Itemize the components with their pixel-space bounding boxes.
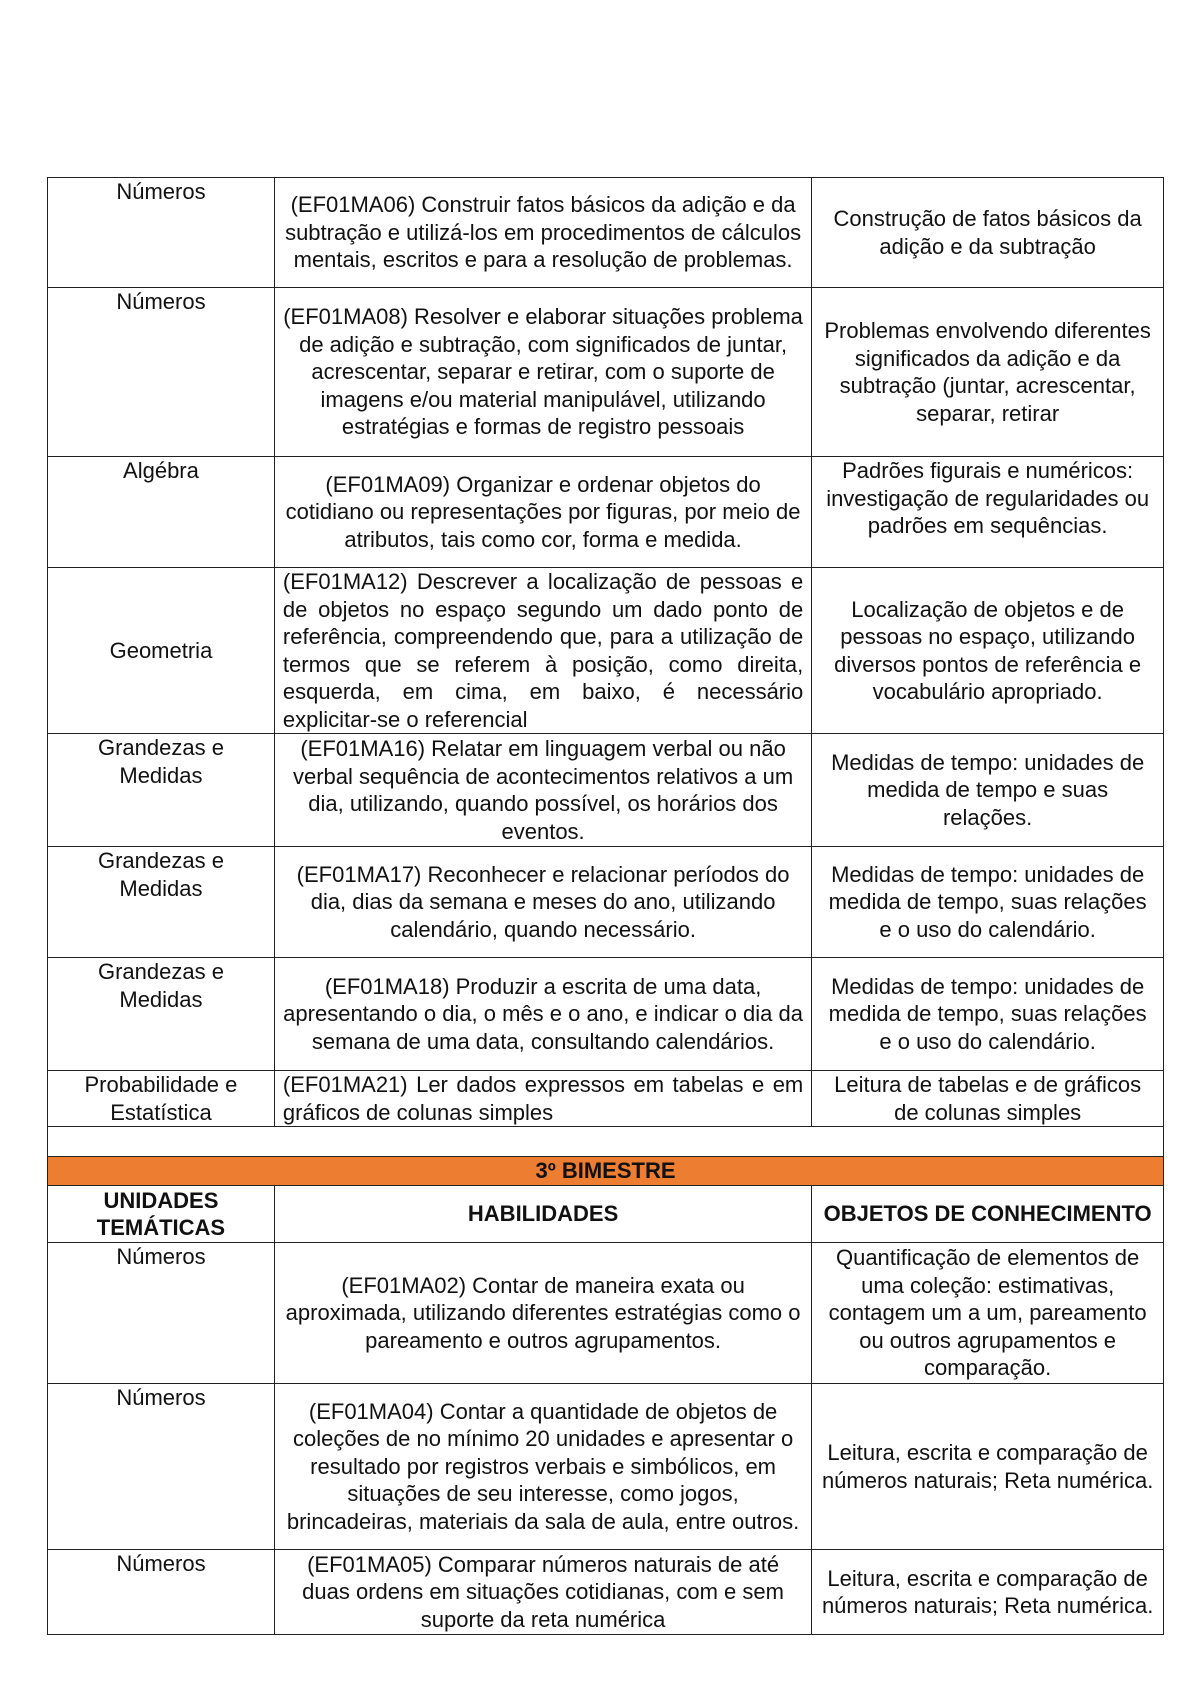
table-row — [48, 178, 1164, 288]
skill-cell: (EF01MA18) Produzir a escrita de uma data, apresentando o dia, o mês e o ano, e indicar o dia da semana de uma data, consultando calendários. — [274, 958, 811, 1071]
object-cell: Leitura, escrita e comparação de números naturais; Reta numérica. — [812, 1384, 1164, 1550]
header-object: OBJETOS DE CONHECIMENTO — [812, 1186, 1164, 1243]
unit-cell: Números — [48, 1384, 275, 1550]
skill-cell: (EF01MA08) Resolver e elaborar situações problema de adição e subtração, com significados de juntar, acrescentar, separar e retirar, com o suporte de imagens e/ou material manipulável, utilizando estratégias e formas de registro pessoais — [274, 288, 811, 457]
unit-cell: Números — [48, 178, 275, 288]
skill-cell: (EF01MA09) Organizar e ordenar objetos do cotidiano ou representações por figuras, por meio de atributos, tais como cor, forma e medida. — [274, 457, 811, 568]
table-row — [48, 568, 1164, 734]
table-row — [48, 1550, 1164, 1635]
unit-cell: Probabilidade e Estatística — [48, 1071, 275, 1127]
table-row — [48, 1071, 1164, 1127]
unit-cell: Grandezas e Medidas — [48, 847, 275, 958]
skill-cell: (EF01MA12) Descrever a localização de pessoas e de objetos no espaço segundo um dado ponto de referência, compreendendo que, para a utilização de termos que se referem à posição, como direita, esquerda, em cima, em baixo, é necessário explicitar-se o referencial — [274, 568, 811, 734]
header-row — [48, 1186, 1164, 1243]
table-row — [48, 1384, 1164, 1550]
table-row — [48, 1243, 1164, 1384]
unit-cell: Números — [48, 1243, 275, 1384]
unit-cell: Grandezas e Medidas — [48, 734, 275, 847]
object-cell: Leitura de tabelas e de gráficos de colunas simples — [812, 1071, 1164, 1127]
skill-cell: (EF01MA16) Relatar em linguagem verbal ou não verbal sequência de acontecimentos relativos a um dia, utilizando, quando possível, os horários dos eventos. — [274, 734, 811, 847]
table-row — [48, 288, 1164, 457]
section-title: 3º BIMESTRE — [48, 1157, 1164, 1186]
skill-cell: (EF01MA04) Contar a quantidade de objetos de coleções de no mínimo 20 unidades e apresentar o resultado por registros verbais e simbólicos, em situações de seu interesse, como jogos, brincadeiras, materiais da sala de aula, entre outros. — [274, 1384, 811, 1550]
section-band — [48, 1157, 1164, 1186]
table-row — [48, 457, 1164, 568]
skill-cell: (EF01MA02) Contar de maneira exata ou aproximada, utilizando diferentes estratégias como o pareamento e outros agrupamentos. — [274, 1243, 811, 1384]
table-row — [48, 958, 1164, 1071]
object-cell: Localização de objetos e de pessoas no espaço, utilizando diversos pontos de referência e vocabulário apropriado. — [812, 568, 1164, 734]
object-cell: Quantificação de elementos de uma coleção: estimativas, contagem um a um, pareamento ou outros agrupamentos e comparação. — [812, 1243, 1164, 1384]
object-cell: Problemas envolvendo diferentes significados da adição e da subtração (juntar, acrescentar, separar, retirar — [812, 288, 1164, 457]
table-row — [48, 734, 1164, 847]
table-row — [48, 847, 1164, 958]
object-cell: Medidas de tempo: unidades de medida de tempo, suas relações e o uso do calendário. — [812, 958, 1164, 1071]
skill-cell: (EF01MA17) Reconhecer e relacionar períodos do dia, dias da semana e meses do ano, utilizando calendário, quando necessário. — [274, 847, 811, 958]
unit-cell: Números — [48, 1550, 275, 1635]
spacer-row — [48, 1127, 1164, 1157]
curriculum-table — [47, 177, 1164, 1635]
skill-cell: (EF01MA06) Construir fatos básicos da adição e da subtração e utilizá-los em procedimentos de cálculos mentais, escritos e para a resolução de problemas. — [274, 178, 811, 288]
unit-cell: Geometria — [48, 568, 275, 734]
unit-cell: Algébra — [48, 457, 275, 568]
unit-cell: Grandezas e Medidas — [48, 958, 275, 1071]
spacer-cell — [48, 1127, 1164, 1157]
object-cell: Leitura, escrita e comparação de números naturais; Reta numérica. — [812, 1550, 1164, 1635]
object-cell: Construção de fatos básicos da adição e da subtração — [812, 178, 1164, 288]
skill-cell: (EF01MA21) Ler dados expressos em tabelas e em gráficos de colunas simples — [274, 1071, 811, 1127]
unit-cell: Números — [48, 288, 275, 457]
object-cell: Padrões figurais e numéricos: investigação de regularidades ou padrões em sequências. — [812, 457, 1164, 568]
header-skill: HABILIDADES — [274, 1186, 811, 1243]
skill-cell: (EF01MA05) Comparar números naturais de até duas ordens em situações cotidianas, com e sem suporte da reta numérica — [274, 1550, 811, 1635]
header-unit: UNIDADES TEMÁTICAS — [48, 1186, 275, 1243]
object-cell: Medidas de tempo: unidades de medida de tempo e suas relações. — [812, 734, 1164, 847]
object-cell: Medidas de tempo: unidades de medida de tempo, suas relações e o uso do calendário. — [812, 847, 1164, 958]
